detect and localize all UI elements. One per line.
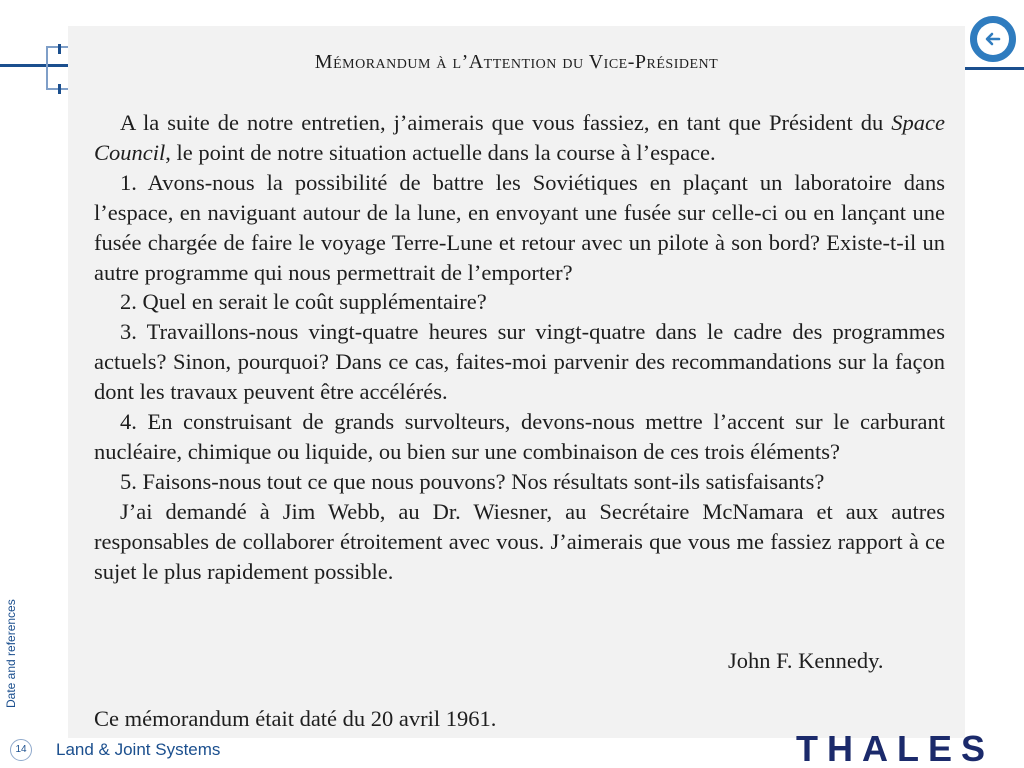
memo-date-note: Ce mémorandum était daté du 20 avril 1961. (94, 706, 497, 731)
scanned-document (68, 26, 965, 738)
bracket-decoration (46, 46, 68, 90)
memo-question-4: 4. En construisant de grands survolteurs, devons-nous mettre l’accent sur le carburant nucléaire, chimique ou liquide, ou bien sur une combinaison de ces trois éléments? (94, 409, 945, 464)
side-label: Date and references (4, 599, 18, 708)
memo-intro-em: Space Council (94, 110, 945, 165)
memo-question-2: 2. Quel en serait le coût supplémentaire? (120, 289, 487, 315)
memo-intro (94, 108, 945, 168)
memo-intro-a: A la suite de notre entretien, j’aimerais que vous fassiez, en tant que Président du (120, 110, 892, 135)
memo-title: Mémorandum à l’Attention du Vice-Président (314, 51, 719, 73)
memo-intro-b: , le point de notre situation actuelle dans la course à l’espace. (165, 139, 716, 165)
memo-question-1: 1. Avons-nous la possibilité de battre les Soviétiques en plaçant un laboratoire dans l’espace, en naviguant autour de la lune, en envoyant une fusée sur celle-ci ou en lançant une fusée chargée de faire le voyage Terre-Lune et retour avec un pilote à son bord? Existe-t-il un autre programme qui nous permettrait de l’emporter? (94, 169, 945, 285)
bracket-tick-bottom (58, 84, 61, 94)
thales-logo-text: THALES (796, 728, 994, 768)
header-rule-right (964, 67, 1024, 70)
memo-closing: J’ai demandé à Jim Webb, au Dr. Wiesner, au Secrétaire McNamara et aux autres responsables de collaborer étroitement avec vous. J’aimerais que vous me fassiez rapport à ce sujet le plus rapidement possible. (94, 498, 945, 584)
memo-question-3: 3. Travaillons-nous vingt-quatre heures sur vingt-quatre dans le cadre des programmes actuels? Sinon, pourquoi? Dans ce cas, faites-moi parvenir des recommandations sur la façon dont les travaux peuvent être accélérés. (94, 319, 945, 405)
bracket-tick-top (58, 44, 61, 54)
page-number: 14 (10, 739, 32, 761)
footer-label: Land & Joint Systems (56, 740, 221, 759)
back-button-face (977, 23, 1009, 55)
back-arrow-icon (983, 29, 1003, 49)
memo-question-5: 5. Faisons-nous tout ce que nous pouvons? Nos résultats sont-ils satisfaisants? (120, 468, 825, 494)
back-button[interactable] (970, 16, 1016, 62)
memo-body (94, 108, 945, 587)
thales-logo (778, 728, 1012, 768)
memo-signature: John F. Kennedy. (728, 648, 884, 673)
